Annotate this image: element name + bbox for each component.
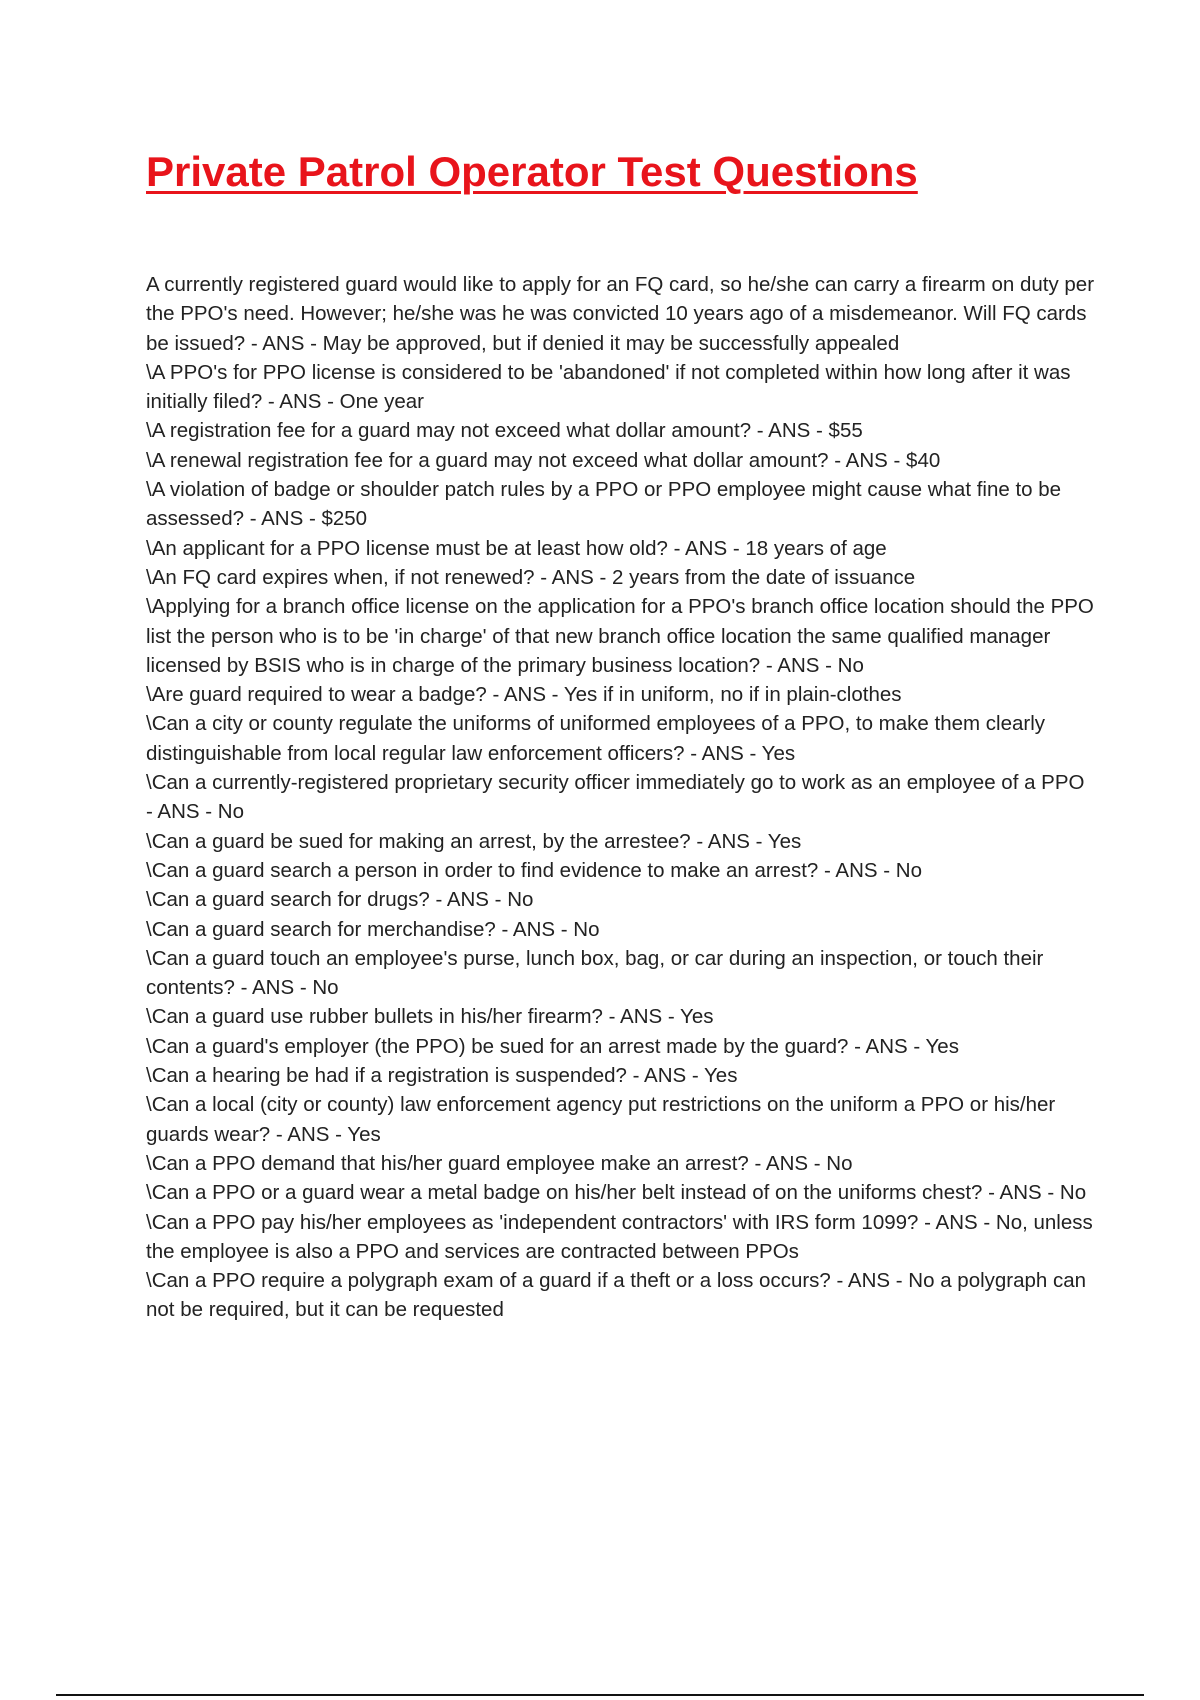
question-answer-item: \Can a PPO or a guard wear a metal badge on his/her belt instead of on the uniforms chest? - ANS - No [146,1181,1087,1205]
question-answer-item: \Can a guard search a person in order to find evidence to make an arrest? - ANS - No [146,858,922,882]
question-answer-item: \Are guard required to wear a badge? - ANS - Yes if in uniform, no if in plain-clothes [146,683,902,707]
page-bottom-rule [56,1694,1144,1696]
question-answer-item: \Can a local (city or county) law enforcement agency put restrictions on the uniform a PPO or his/her guards wear? - ANS - Yes [146,1093,1056,1146]
question-answer-item: \Can a city or county regulate the uniforms of uniformed employees of a PPO, to make them clearly distinguishable from local regular law enforcement officers? - ANS - Yes [146,712,1046,765]
question-answer-item: \Can a PPO pay his/her employees as 'independent contractors' with IRS form 1099? - ANS - No, unless the employee is also a PPO and services are contracted between PPOs [146,1210,1093,1263]
question-answer-item: \A renewal registration fee for a guard may not exceed what dollar amount? - ANS - $40 [146,448,941,472]
question-answer-item: \A PPO's for PPO license is considered to be 'abandoned' if not completed within how long after it was initially filed? - ANS - One year [146,360,1071,414]
question-answer-item: \Can a guard's employer (the PPO) be sued for an arrest made by the guard? - ANS - Yes [146,1034,959,1058]
question-answer-item: \Can a currently-registered proprietary security officer immediately go to work as an employee of a PPO - ANS - No [146,771,1085,824]
question-answer-item: \Can a PPO demand that his/her guard employee make an arrest? - ANS - No [146,1151,853,1175]
question-answer-item: \Can a guard search for drugs? - ANS - No [146,888,534,912]
question-answer-item: \Applying for a branch office license on the application for a PPO's branch office location should the PPO list the person who is to be 'in charge' of that new branch office location the same qualified manager licensed by BSIS who is in charge of the primary business location? - ANS - No [146,595,1094,677]
question-answer-item: \Can a guard search for merchandise? - ANS - No [146,917,600,941]
question-answer-item: A currently registered guard would like to apply for an FQ card, so he/she can carry a firearm on duty per the PPO's need. However; he/she was he was convicted 10 years ago of a misdemeanor. Will FQ cards be issued? - ANS - May be approved, but if denied it may be successfully appealed [146,273,1095,355]
question-list [146,270,1096,1325]
question-answer-item: \Can a PPO require a polygraph exam of a guard if a theft or a loss occurs? - ANS - No a polygraph can not be required, but it can be requested [146,1269,1087,1322]
question-answer-item: \Can a hearing be had if a registration is suspended? - ANS - Yes [146,1064,738,1088]
question-answer-item: \Can a guard be sued for making an arrest, by the arrestee? - ANS - Yes [146,829,802,853]
question-answer-item: \An applicant for a PPO license must be at least how old? - ANS - 18 years of age [146,536,887,560]
question-answer-item: \Can a guard touch an employee's purse, lunch box, bag, or car during an inspection, or touch their contents? - ANS - No [146,946,1044,1000]
question-answer-item: \A registration fee for a guard may not exceed what dollar amount? - ANS - $55 [146,419,863,443]
question-answer-item: \A violation of badge or shoulder patch rules by a PPO or PPO employee might cause what fine to be assessed? - ANS - $250 [146,478,1062,531]
question-answer-item: \An FQ card expires when, if not renewed? - ANS - 2 years from the date of issuance [146,565,916,589]
question-answer-item: \Can a guard use rubber bullets in his/her firearm? - ANS - Yes [146,1005,714,1029]
document-title: Private Patrol Operator Test Questions [146,148,918,195]
